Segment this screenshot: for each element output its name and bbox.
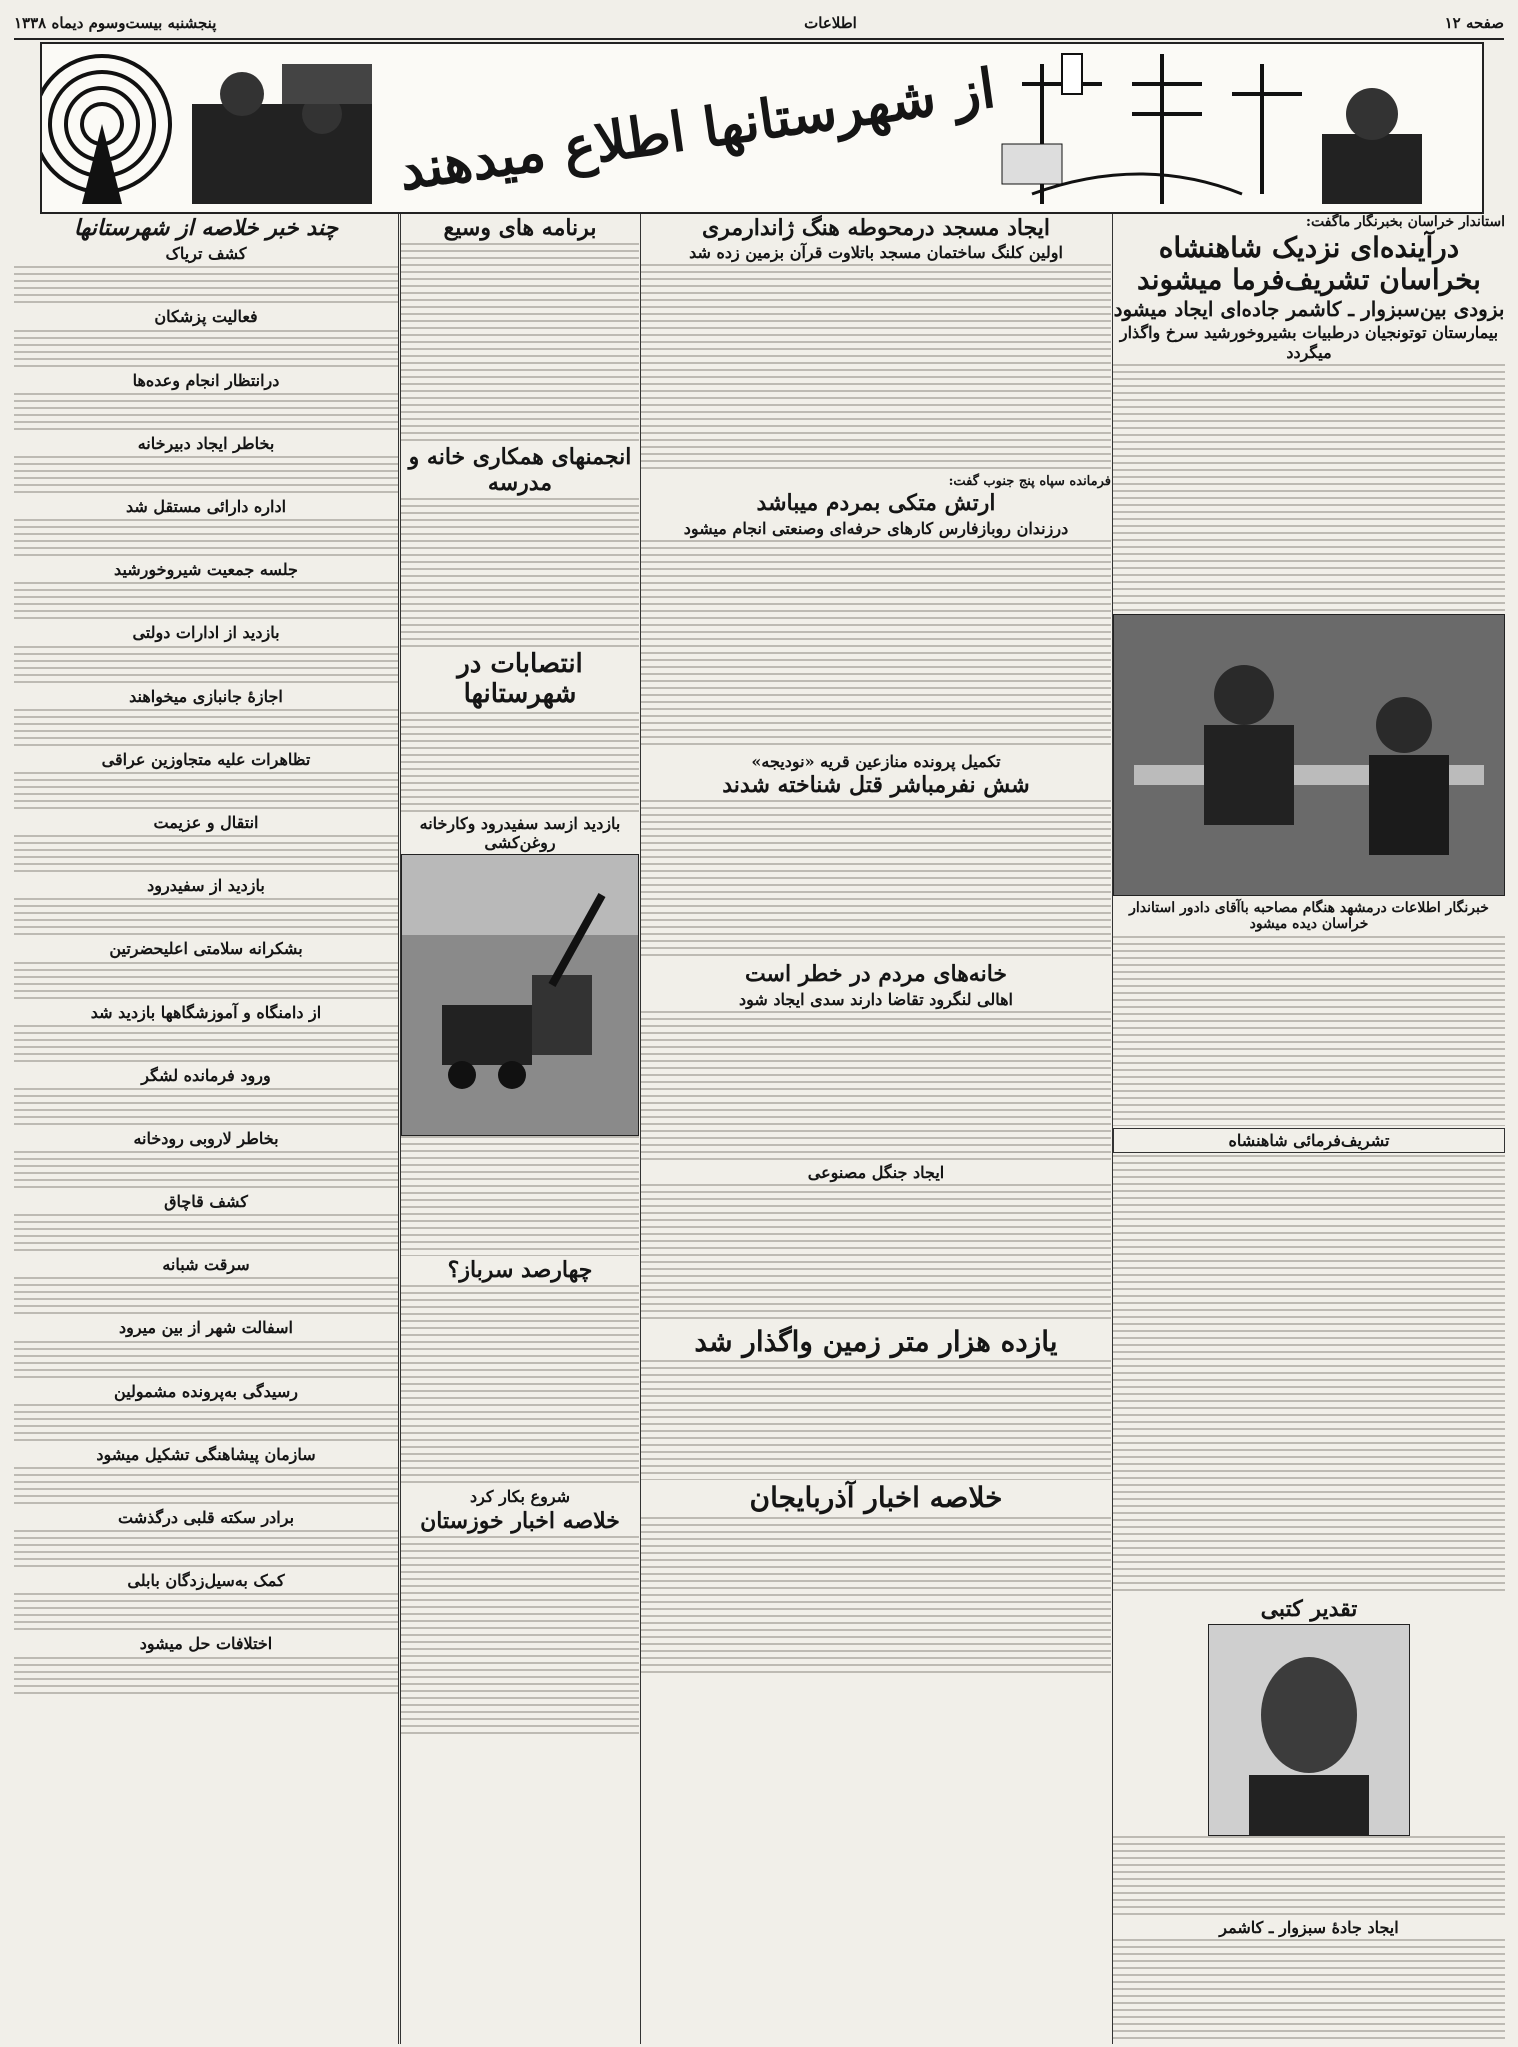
column-4: [14, 214, 399, 2044]
headline-forest: ایجاد جنگل مصنوعی: [807, 1162, 945, 1182]
banner-title: از شهرستانها اطلاع میدهند: [395, 55, 999, 203]
brief-heading: سرقت شبانه: [162, 1255, 250, 1275]
brief-heading: بخاطر لاروبی رودخانه: [133, 1128, 279, 1148]
brief-heading: کشف قاچاق: [164, 1192, 248, 1212]
brief-text: [14, 1214, 398, 1252]
article-khuzestan: [401, 1536, 639, 1736]
page-header: [14, 8, 1504, 40]
brief-heading: اختلافات حل میشود: [139, 1634, 273, 1654]
photo-caption: خبرنگار اطلاعات درمشهد هنگام مصاحبه باآقای دادور استاندار خراسان دیده میشود: [1129, 899, 1489, 932]
article-appointments: [401, 712, 639, 812]
box-heading: تشریف‌فرمائی شاهنشاه: [1113, 1128, 1505, 1153]
column-2: [640, 214, 1111, 2044]
article-azerbaijan: [641, 1517, 1111, 1677]
brief-text: [14, 582, 398, 620]
article-visit: [401, 1136, 639, 1256]
brief-text: [14, 266, 398, 304]
brief-heading: ورود فرمانده لشگر: [141, 1065, 271, 1085]
article-text-5: [1113, 1939, 1505, 2044]
brief-text: [14, 1657, 398, 1695]
article-army: [641, 540, 1111, 750]
brief-text: [14, 519, 398, 557]
headline-school-associations: انجمنهای همکاری خانه و مدرسه: [408, 444, 632, 496]
article-school: [401, 498, 639, 648]
brief-text: [14, 1088, 398, 1126]
article-dam: [641, 1011, 1111, 1161]
heading-appreciation: تقدیر کتبی: [1260, 1595, 1358, 1622]
kicker: استاندار خراسان بخبرنگار ماگفت:: [1305, 214, 1505, 230]
brief-heading: بخاطر ایجاد دبیرخانه: [137, 433, 275, 453]
article-mosque: [641, 264, 1111, 474]
article-land: [641, 1360, 1111, 1480]
brief-text: [14, 330, 398, 368]
brief-text: [14, 1025, 398, 1063]
brief-heading: بازدید از ادارات دولتی: [132, 623, 280, 643]
headline-started: شروع بکار کرد: [469, 1487, 571, 1507]
excavator-image: [402, 855, 638, 1135]
heading-road: ایجاد جادهٔ سبزوار ـ کاشمر: [1219, 1918, 1399, 1938]
headline-homes: خانه‌های مردم در خطر است: [744, 961, 1008, 988]
brief-text: [14, 1404, 398, 1442]
subhead-dam: اهالی لنگرود تقاضا دارند سدی ایجاد شود: [739, 989, 1013, 1009]
column-3: [400, 214, 639, 2044]
brief-heading: بازدید از سفیدرود: [147, 876, 265, 896]
brief-text: [14, 646, 398, 684]
brief-text: [14, 456, 398, 494]
briefs-list: [14, 244, 398, 1694]
column-1: [1112, 214, 1505, 2044]
brief-heading: اجازهٔ جانبازی میخواهند: [129, 686, 283, 706]
kicker-army: فرمانده سپاه پنج جنوب گفت:: [948, 474, 1111, 490]
article-text-2: [1113, 936, 1505, 1126]
interview-photo: [1113, 614, 1505, 896]
subhead-mosque: اولین کلنگ ساختمان مسجد باتلاوت قرآن بزمین زده شد: [689, 243, 1063, 263]
headline-khuzestan: خلاصه اخبار خوزستان: [420, 1507, 620, 1534]
brief-text: [14, 1530, 398, 1568]
brief-text: [14, 772, 398, 810]
newspaper-name: اطلاعات: [804, 14, 857, 32]
brief-heading: برادر سکته قلبی درگذشت: [117, 1508, 295, 1528]
excavator-photo: [401, 854, 639, 1136]
headline-case: تکمیل پرونده منازعین قریه «نودیجه»: [751, 751, 1001, 771]
headline-appointments: انتصابات در شهرستانها: [457, 648, 583, 709]
brief-text: [14, 1341, 398, 1379]
brief-heading: اداره دارائی مستقل شد: [125, 497, 287, 517]
brief-heading: اسفالت شهر از بین میرود: [118, 1318, 293, 1338]
headline-mosque: ایجاد مسجد درمحوطه هنگ ژاندارمری: [701, 215, 1051, 241]
headline-murder: شش نفرمباشر قتل شناخته شدند: [722, 772, 1030, 799]
brief-text: [14, 709, 398, 747]
headline-programs: برنامه های وسیع: [443, 215, 597, 241]
brief-heading: جلسه جمعیت شیروخورشید: [114, 560, 298, 580]
headline-visit-dam: بازدید ازسد سفیدرود وکارخانه روغن‌کشی: [419, 813, 621, 852]
section-banner: [40, 42, 1484, 214]
brief-text: [14, 835, 398, 873]
brief-text: [14, 1277, 398, 1315]
page-number: صفحه ۱۲: [1444, 14, 1504, 32]
portrait-image: [1209, 1625, 1409, 1835]
brief-text: [14, 1593, 398, 1631]
brief-heading: تظاهرات علیه متجاوزین عراقی: [101, 749, 311, 769]
article-forest: [641, 1184, 1111, 1324]
portrait-photo: [1208, 1624, 1410, 1836]
brief-heading: بشکرانه سلامتی اعلیحضرتین: [109, 939, 303, 959]
brief-text: [14, 1151, 398, 1189]
headline-land: یازده هزار متر زمین واگذار شد: [694, 1325, 1058, 1359]
brief-text: [14, 962, 398, 1000]
article-soldiers: [401, 1285, 639, 1485]
article-programs: [401, 243, 639, 443]
brief-heading: از دامنگاه و آموزشگاهها بازدید شد: [90, 1002, 322, 1022]
headline-soldiers: چهارصد سرباز؟: [447, 1257, 593, 1284]
brief-heading: کمک به‌سیل‌زدگان بابلی: [127, 1571, 285, 1591]
article-text-4: [1113, 1836, 1505, 1916]
headline-army: ارتش متکی بمردم میباشد: [756, 490, 996, 517]
briefs-title: چند خبر خلاصه از شهرستانها: [73, 215, 339, 241]
brief-heading: فعالیت پزشکان: [154, 307, 258, 327]
issue-date: پنجشنبه بیست‌وسوم دیماه ۱۳۳۸: [14, 14, 217, 32]
subhead-hospital: بیمارستان توتونجیان درطبیات بشیروخورشید سرخ واگذار میگردد: [1119, 323, 1499, 362]
subhead-road: بزودی بین‌سبزوار ـ کاشمر جاده‌ای ایجاد میشود: [1113, 297, 1505, 322]
brief-text: [14, 898, 398, 936]
article-text-3: [1113, 1155, 1505, 1595]
brief-heading: سازمان پیشاهنگی تشکیل میشود: [96, 1444, 316, 1464]
headline-azerbaijan: خلاصه اخبار آذربایجان: [749, 1481, 1003, 1515]
headline-main: درآینده‌ای نزدیک شاهنشاه بخراسان تشریف‌فرما میشوند: [1137, 231, 1481, 297]
article-murder: [641, 800, 1111, 960]
brief-heading: انتقال و عزیمت: [153, 812, 259, 832]
article-text: [1113, 364, 1505, 614]
brief-text: [14, 393, 398, 431]
brief-heading: درانتظار انجام وعده‌ها: [132, 370, 280, 390]
brief-text: [14, 1467, 398, 1505]
brief-heading: کشف تریاک: [165, 244, 247, 264]
subhead-prison: درزندان روبازفارس کارهای حرفه‌ای وصنعتی انجام میشود: [683, 518, 1069, 538]
photo-people: [1114, 615, 1504, 895]
brief-heading: رسیدگی به‌پرونده مشمولین: [114, 1381, 298, 1401]
